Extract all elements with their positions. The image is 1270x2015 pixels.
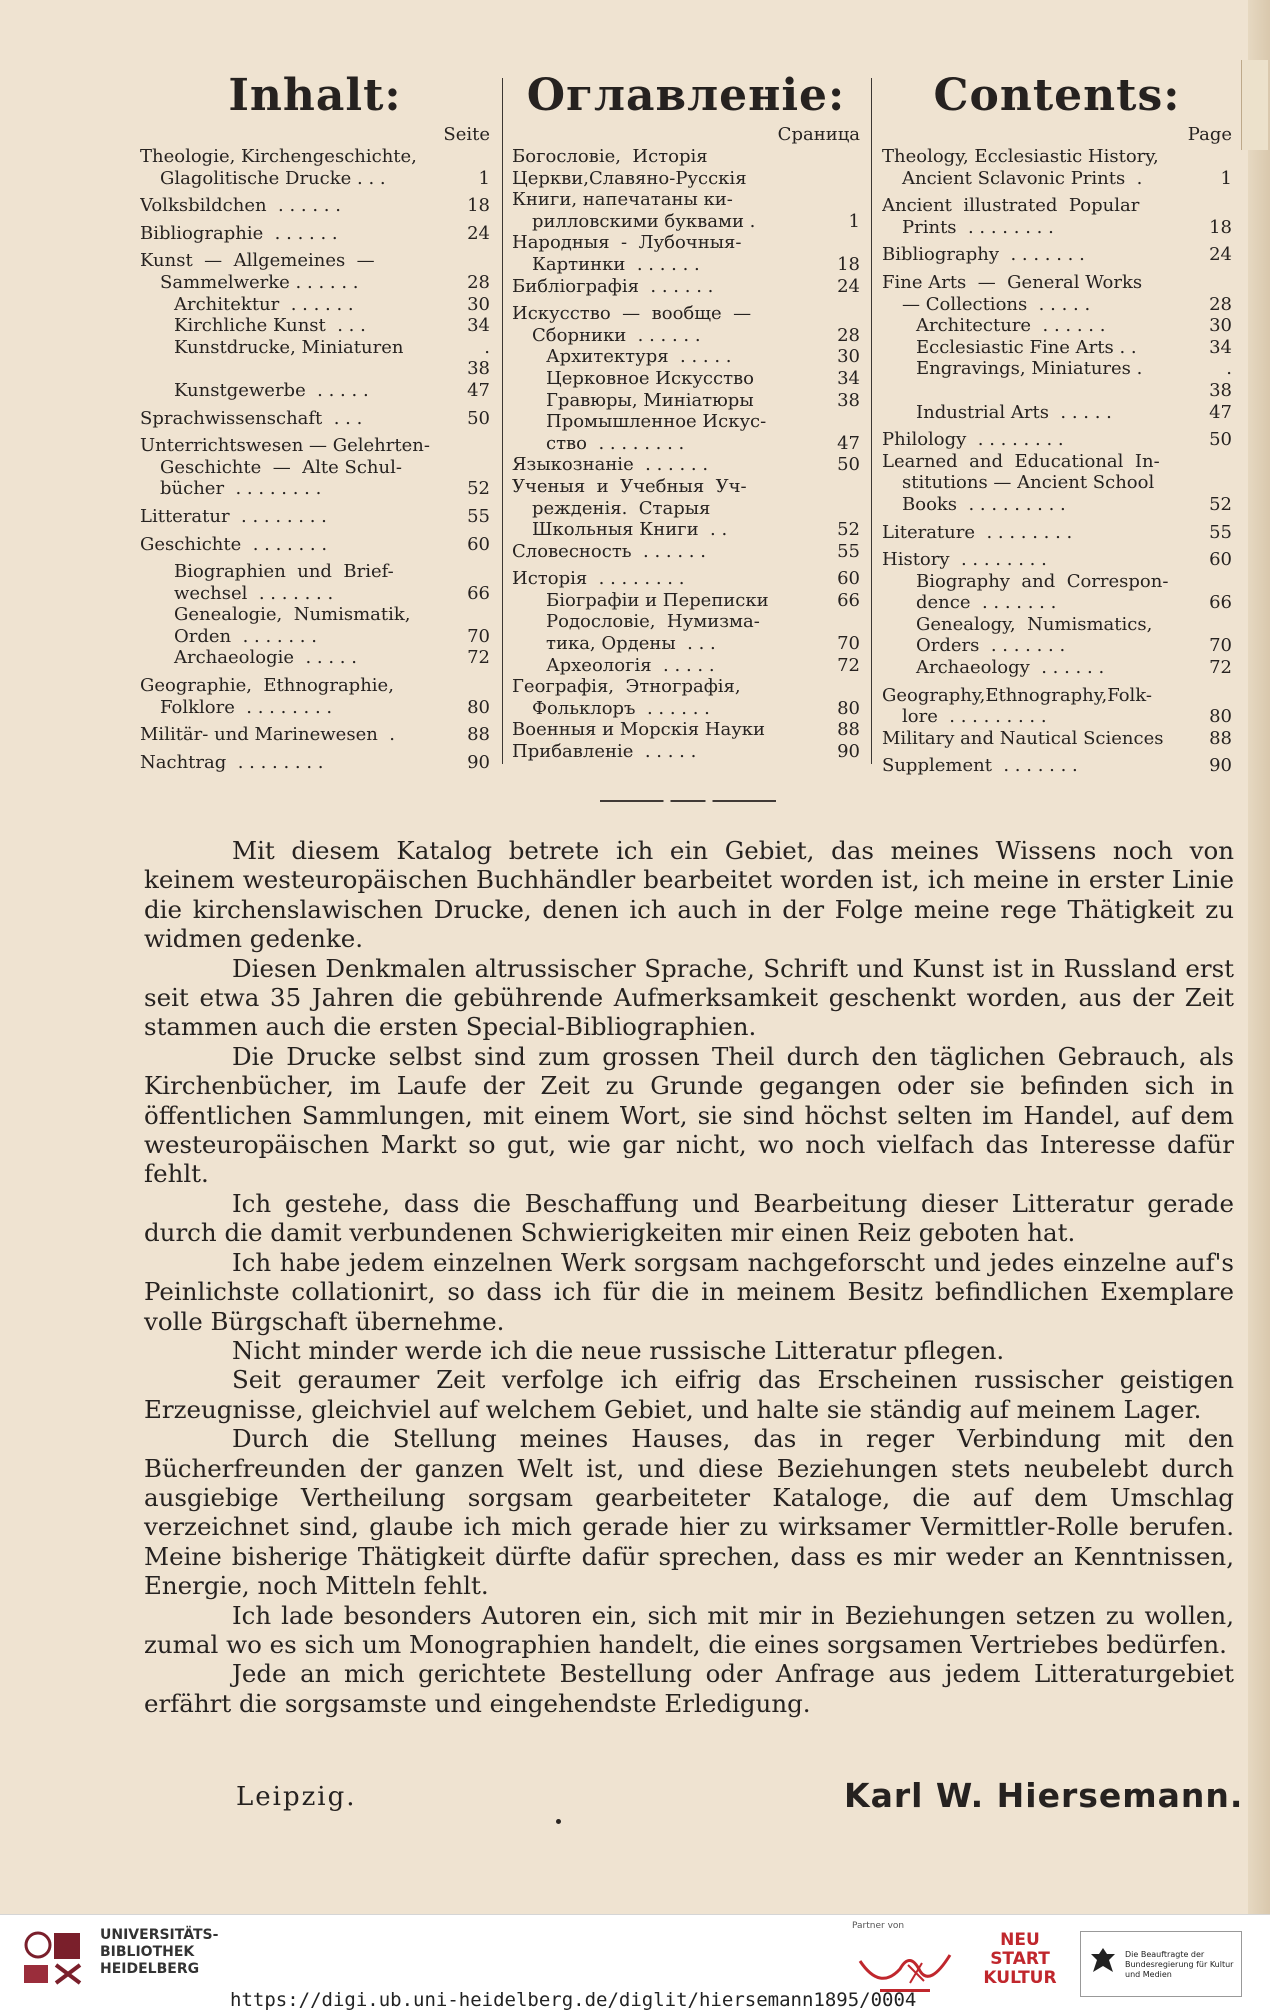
toc-entry xyxy=(512,541,860,563)
toc-entry xyxy=(882,272,1232,294)
toc-entry xyxy=(512,719,860,741)
toc-entry-label: Theologie, Kirchengeschichte, xyxy=(140,146,417,167)
toc-entry-page: 18 xyxy=(837,253,860,275)
toc-entry-page xyxy=(1204,614,1232,636)
toc-entry xyxy=(882,244,1232,266)
toc-entry-label: Прибавленіе . . . . . xyxy=(512,741,703,763)
toc-entry-page: 1 xyxy=(478,167,490,189)
toc-entry-label: Военныя и Морскія Науки xyxy=(512,719,771,741)
toc-entry-page xyxy=(832,676,860,698)
toc-entry xyxy=(512,390,860,412)
toc-entry xyxy=(512,168,860,190)
toc-entry-label: Ecclesiastic Fine Arts . . xyxy=(916,336,1143,358)
toc-entry-page: 60 xyxy=(837,568,860,590)
toc-entry-page xyxy=(462,435,490,457)
toc-entry-label: Языкознаніе . . . . . . xyxy=(512,454,714,476)
toc-entry-label: тика, Ордены . . . xyxy=(546,633,722,655)
toc-entry-label: Militär- und Marinewesen . xyxy=(140,724,401,746)
page-edge xyxy=(1248,0,1270,1914)
library-line: BIBLIOTHEK xyxy=(100,1944,195,1960)
toc-entry-label: Geschichte — Alte Schul- xyxy=(160,456,402,478)
toc-entry-page: 90 xyxy=(1209,755,1232,777)
toc-entry-page xyxy=(462,675,490,697)
toc-entry-label: Geographie, Ethnographie, xyxy=(140,675,394,697)
toc-entry-label: Books . . . . . . . . . xyxy=(902,493,1072,515)
ink-dot xyxy=(556,1819,561,1824)
toc-entry-page: 66 xyxy=(467,582,490,604)
toc-entry-page: 70 xyxy=(467,625,490,647)
toc-entry xyxy=(140,724,490,746)
neustart-word: START xyxy=(990,1949,1050,1969)
toc-entry-page xyxy=(462,604,490,626)
toc-entry-page: 52 xyxy=(1209,493,1232,515)
toc-entry-label: Philology . . . . . . . . xyxy=(882,429,1070,451)
toc-entry xyxy=(882,294,1232,316)
toc-entry-page: 72 xyxy=(837,654,860,676)
toc-entry xyxy=(512,676,860,698)
neustart-kultur-logo[interactable] xyxy=(980,1931,1060,2001)
toc-entry-page: 72 xyxy=(467,647,490,669)
toc-entry-label: Industrial Arts . . . . . xyxy=(916,401,1118,423)
toc-entry xyxy=(512,411,860,433)
toc-entry-label: Фольклоръ . . . . . . xyxy=(532,697,716,719)
toc-entry xyxy=(512,254,860,276)
toc-entry-label: dence . . . . . . . xyxy=(916,592,1063,614)
toc-entry-page: 34 xyxy=(467,315,490,337)
toc-entry xyxy=(512,276,860,298)
toc-entry xyxy=(140,626,490,648)
toc-entry xyxy=(140,223,490,245)
toc-entry-label: lore . . . . . . . . . xyxy=(902,706,1053,728)
toc-entry-label: Engravings, Miniatures . xyxy=(916,358,1149,380)
partner-label: Partner von xyxy=(852,1921,905,1931)
toc-entry-label: bücher . . . . . . . . xyxy=(160,478,328,500)
toc-entry xyxy=(882,402,1232,424)
toc-entry-page xyxy=(832,189,860,211)
toc-entry-page: 66 xyxy=(837,589,860,611)
toc-entry-label: Ученыя и Учебныя Уч- xyxy=(512,475,747,497)
toc-entry xyxy=(882,429,1232,451)
toc-entry xyxy=(512,741,860,763)
toc-entry xyxy=(512,633,860,655)
toc-entry-page xyxy=(1204,472,1232,494)
toc-entry-page: . 38 xyxy=(467,336,490,380)
toc-english-title: Contents: xyxy=(933,70,1181,121)
toc-entry xyxy=(882,592,1232,614)
toc-entry-page: 18 xyxy=(1209,216,1232,238)
toc-entry-page: 28 xyxy=(467,271,490,293)
toc-entry xyxy=(140,647,490,669)
toc-entry-page: 80 xyxy=(837,697,860,719)
toc-entry-page: 80 xyxy=(1209,706,1232,728)
column-divider xyxy=(502,78,503,764)
toc-entry xyxy=(882,522,1232,544)
preface-paragraph: Mit diesem Katalog betrete ich ein Gebiet, das meines Wissens noch von keinem westeuropäischen Buchhändler bearbeitet worden ist, ich meine in erster Linie die kirchenslawischen Drucke, denen ich auch in der Folge meine rege Thätigkeit zu widmen gedenke. xyxy=(144,836,1234,954)
column-divider xyxy=(871,78,872,764)
toc-entry-label: Volksbildchen . . . . . . xyxy=(140,195,347,217)
toc-entry xyxy=(140,604,490,626)
toc-entry-page xyxy=(462,250,490,272)
toc-entry-page xyxy=(832,498,860,520)
toc-entry xyxy=(882,755,1232,777)
toc-entry-label: Prints . . . . . . . . xyxy=(902,216,1060,238)
toc-entry xyxy=(882,614,1232,636)
toc-entry-page xyxy=(462,561,490,583)
toc-entry xyxy=(512,189,860,211)
toc-entry-page: 28 xyxy=(1209,293,1232,315)
toc-entry-label: Kunstdrucke, Miniaturen xyxy=(174,336,410,358)
toc-entry-page: 34 xyxy=(837,367,860,389)
toc-entry xyxy=(512,698,860,720)
toc-entry-page xyxy=(1204,195,1232,217)
signature-place: Leipzig. xyxy=(236,1782,357,1812)
toc-entry xyxy=(882,337,1232,359)
toc-entry xyxy=(140,583,490,605)
toc-entry xyxy=(512,146,860,168)
university-seal-icon[interactable] xyxy=(18,1925,88,1987)
toc-entry-label: Богословіе, Исторія xyxy=(512,146,708,167)
toc-entry xyxy=(512,611,860,633)
toc-entry-label: Промышленное Искус- xyxy=(546,411,767,433)
preface-paragraph: Ich lade besonders Autoren ein, sich mit mir in Beziehungen setzen zu wollen, zumal wo es sich um Monographien handelt, die eines sorgsamen Vertriebes bedürfen. xyxy=(144,1600,1234,1659)
toc-entry-page xyxy=(832,303,860,325)
toc-entry-page: 70 xyxy=(1209,635,1232,657)
toc-entry xyxy=(140,315,490,337)
toc-entry-page: 38 xyxy=(837,389,860,411)
toc-entry xyxy=(512,498,860,520)
toc-entry xyxy=(140,534,490,556)
toc-entry-label: Biography and Correspon- xyxy=(916,570,1169,592)
toc-entry-label: Библіографія . . . . . . xyxy=(512,275,720,297)
toc-entry-label: рилловскими буквами . xyxy=(532,210,762,232)
toc-entry-page: 70 xyxy=(837,633,860,655)
toc-entry xyxy=(140,168,490,190)
toc-entry-page: 55 xyxy=(837,540,860,562)
toc-entry-label: Architektur . . . . . . xyxy=(174,293,360,315)
toc-entry-page xyxy=(832,168,860,190)
toc-entry-page: 30 xyxy=(467,293,490,315)
toc-entry xyxy=(512,325,860,347)
toc-entry xyxy=(140,250,490,272)
toc-german-title: Inhalt: xyxy=(228,70,402,121)
toc-entry xyxy=(512,519,860,541)
toc-entry-page xyxy=(832,476,860,498)
bookmark-tab xyxy=(1241,60,1268,150)
toc-entry-page: 60 xyxy=(467,533,490,555)
toc-german xyxy=(140,70,490,773)
toc-entry-label: Litteratur . . . . . . . . xyxy=(140,505,333,527)
toc-entry-label: режденія. Старыя xyxy=(532,497,711,519)
toc-entry xyxy=(882,358,1232,401)
toc-entry-label: Geography,Ethnography,Folk- xyxy=(882,684,1152,706)
toc-entry-label: Theology, Ecclesiastic History, xyxy=(882,146,1159,167)
toc-entry-page xyxy=(1204,685,1232,707)
toc-entry-page xyxy=(1204,272,1232,294)
preface-paragraph: Durch die Stellung meines Hauses, das in reger Verbindung mit den Bücherfreunden der ganzen Welt ist, und diese Beziehungen stets neubelebt durch ausgiebige Vertheilung sorgsam gearbeiteter Kataloge, die auf dem Umschlag verzeichnet sind, glaube ich mich gerade hier zu wirksamer Vermittler-Rolle berufen. Meine bisherige Thätigkeit dürfte dafür sprechen, dass es mir weder an Kenntnissen, Energie, noch Mitteln fehlt. xyxy=(144,1424,1234,1601)
toc-entry-page: 1 xyxy=(1220,167,1232,189)
toc-entry xyxy=(882,168,1232,190)
toc-entry-page: 24 xyxy=(467,222,490,244)
toc-entry-label: Гравюры, Миніатюры xyxy=(546,389,760,411)
preface-paragraph: Nicht minder werde ich die neue russische Litteratur pflegen. xyxy=(232,1335,1005,1365)
toc-entry xyxy=(882,685,1232,707)
toc-entry xyxy=(882,472,1232,494)
toc-russian xyxy=(512,70,860,763)
toc-entry-label: Unterrichtswesen — Gelehrten- xyxy=(140,435,430,457)
toc-entry-page xyxy=(1204,571,1232,593)
toc-entry xyxy=(140,457,490,479)
toc-entry xyxy=(140,506,490,528)
toc-entry-label: Sprachwissenschaft . . . xyxy=(140,407,369,429)
toc-entry-page: 34 xyxy=(1209,336,1232,358)
toc-entry-label: Искусство — вообще — xyxy=(512,303,752,325)
toc-entry xyxy=(140,408,490,430)
toc-english-page-label: Page xyxy=(1187,124,1232,145)
toc-entry-page: 1 xyxy=(848,210,860,232)
toc-entry xyxy=(512,590,860,612)
toc-entry-label: — Collections . . . . . xyxy=(902,293,1096,315)
library-line: UNIVERSITÄTS- xyxy=(100,1927,219,1943)
toc-entry-label: Folklore . . . . . . . . xyxy=(160,696,338,718)
toc-entry-page: 28 xyxy=(837,324,860,346)
federal-government-logo[interactable] xyxy=(1080,1931,1242,1997)
toc-entry xyxy=(512,346,860,368)
toc-entry-label: Architecture . . . . . . xyxy=(916,315,1112,337)
toc-entry xyxy=(882,549,1232,571)
neustart-word: KULTUR xyxy=(983,1968,1057,1988)
viewer-footer xyxy=(0,1914,1270,2015)
toc-entry xyxy=(140,478,490,500)
toc-german-page-label: Seite xyxy=(443,124,490,145)
toc-entry-page xyxy=(832,611,860,633)
neustart-word: NEU xyxy=(1000,1930,1040,1950)
toc-entry-page: 30 xyxy=(1209,315,1232,337)
toc-entry-label: Kunstgewerbe . . . . . xyxy=(174,379,375,401)
toc-entry xyxy=(512,232,860,254)
preface-paragraph: Jede an mich gerichtete Bestellung oder Anfrage aus jedem Litteraturgebiet erfährt die sorgsamste und eingehendste Erledigung. xyxy=(144,1659,1234,1718)
toc-entry-label: Біографіи и Переписки xyxy=(546,589,775,611)
toc-entry-label: Kunst — Allgemeines — xyxy=(140,250,375,272)
toc-entry xyxy=(512,476,860,498)
toc-entry xyxy=(882,146,1232,168)
toc-entry xyxy=(512,368,860,390)
toc-entry-label: Родословіе, Нумизма- xyxy=(546,611,760,633)
toc-entry xyxy=(882,451,1232,473)
toc-entry-page: 80 xyxy=(467,696,490,718)
toc-entry xyxy=(140,752,490,774)
toc-entry-page: 47 xyxy=(1209,401,1232,423)
toc-entry-page: 52 xyxy=(467,478,490,500)
toc-entry-page: 30 xyxy=(837,346,860,368)
toc-entry-label: Orders . . . . . . . xyxy=(916,635,1071,657)
toc-entry xyxy=(882,657,1232,679)
toc-entry xyxy=(140,272,490,294)
toc-entry-label: Археологія . . . . . xyxy=(546,654,721,676)
toc-entry-label: wechsel . . . . . . . xyxy=(174,582,339,604)
toc-entry xyxy=(512,655,860,677)
toc-entry-label: Nachtrag . . . . . . . . xyxy=(140,751,330,773)
toc-entry-page xyxy=(462,457,490,479)
signature-name: Karl W. Hiersemann. xyxy=(844,1776,1244,1815)
toc-entry-page: 47 xyxy=(467,379,490,401)
toc-entry xyxy=(140,195,490,217)
preface-text xyxy=(144,836,1234,1718)
toc-entry-label: Archaeology . . . . . . xyxy=(916,657,1110,679)
toc-entry-page: 88 xyxy=(837,719,860,741)
toc-entry-page: . 38 xyxy=(1209,358,1232,401)
toc-entry-label: Genealogie, Numismatik, xyxy=(174,604,411,626)
toc-entry-label: Geschichte . . . . . . . xyxy=(140,533,333,555)
toc-entry-label: Military and Nautical Sciences xyxy=(882,727,1170,749)
toc-entry xyxy=(882,728,1232,750)
toc-entry-page xyxy=(832,146,860,168)
toc-entry-label: Книги, напечатаны ки- xyxy=(512,189,733,211)
toc-entry xyxy=(882,217,1232,239)
federal-government-text: Die Beauftragte der Bundesregierung für Kultur und Medien xyxy=(1125,1950,1234,1979)
toc-entry-page xyxy=(832,232,860,254)
toc-entry-label: Learned and Educational In- xyxy=(882,450,1160,472)
toc-entry-page: 50 xyxy=(1209,429,1232,451)
preface-paragraph: Seit geraumer Zeit verfolge ich eifrig das Erscheinen russischer geistigen Erzeugnisse, gleichviel auf welchem Gebiet, und halte sie ständig auf meinem Lager. xyxy=(144,1365,1234,1424)
toc-entry-page: 52 xyxy=(837,519,860,541)
ornamental-separator xyxy=(600,800,776,802)
preface-paragraph: Ich habe jedem einzelnen Werk sorgsam nachgeforscht und jedes einzelne auf's Peinlichste collationirt, so dass ich für die in meinem Besitz befindlichen Exemplare volle Bürgschaft übernehme. xyxy=(144,1247,1234,1336)
toc-entry-label: Архитектуря . . . . . xyxy=(546,346,738,368)
toc-entry-label: ство . . . . . . . . xyxy=(546,432,690,454)
toc-entry-page: 50 xyxy=(467,407,490,429)
toc-entry xyxy=(882,571,1232,593)
toc-entry-page: 66 xyxy=(1209,592,1232,614)
preface-paragraph: Die Drucke selbst sind zum grossen Theil durch den täglichen Gebrauch, als Kirchenbücher, im Laufe der Zeit zu Grunde gegangen oder sie befinden sich in öffentlichen Sammlungen, mit einem Wort, sie sind höchst selten im Handel, auf dem westeuropäischen Markt so gut, wie gar nicht, wo noch vielfach das Interesse dafür fehlt. xyxy=(144,1041,1234,1189)
toc-entry-label: Glagolitische Drucke . . . xyxy=(160,167,392,189)
library-name[interactable] xyxy=(100,1927,218,1978)
toc-entry-page: 88 xyxy=(1209,727,1232,749)
toc-entry-label: Biographien und Brief- xyxy=(174,561,394,583)
toc-entry xyxy=(140,675,490,697)
toc-german-list xyxy=(140,146,490,773)
library-line: HEIDELBERG xyxy=(100,1961,200,1977)
toc-russian-title: Оглавленiе: xyxy=(526,70,846,121)
toc-entry-page xyxy=(832,411,860,433)
toc-english xyxy=(882,70,1232,777)
toc-entry-page: 90 xyxy=(837,741,860,763)
toc-entry-label: Ancient Sclavonic Prints . xyxy=(902,167,1149,189)
toc-entry-label: Literature . . . . . . . . xyxy=(882,521,1079,543)
toc-english-list xyxy=(882,146,1232,777)
toc-entry xyxy=(512,454,860,476)
toc-entry-page: 55 xyxy=(467,505,490,527)
toc-entry-page: 90 xyxy=(467,751,490,773)
toc-entry-label: Картинки . . . . . . xyxy=(532,253,706,275)
toc-entry-label: Sammelwerke . . . . . . xyxy=(160,271,365,293)
toc-entry-label: Школьныя Книги . . xyxy=(532,519,733,541)
toc-entry-page: 88 xyxy=(467,724,490,746)
preface-paragraph: Ich gestehe, dass die Beschaffung und Bearbeitung dieser Litteratur gerade durch die damit verbundenen Schwierigkeiten mir einen Reiz geboten hat. xyxy=(144,1188,1234,1248)
toc-entry-page xyxy=(1204,451,1232,473)
preface-paragraph: Diesen Denkmalen altrussischer Sprache, Schrift und Kunst ist in Russland erst seit etwa 35 Jahren die gebührende Aufmerksamkeit geschenkt worden, aus der Zeit stammen auch die ersten Special-Bibliographien. xyxy=(144,953,1234,1042)
toc-entry xyxy=(140,337,490,380)
toc-entry-page: 47 xyxy=(837,432,860,454)
toc-entry-label: Народныя - Лубочныя- xyxy=(512,232,742,254)
toc-entry xyxy=(882,635,1232,657)
toc-entry-page: 18 xyxy=(467,195,490,217)
toc-entry-page xyxy=(462,146,490,168)
toc-entry xyxy=(140,146,490,168)
toc-entry-label: History . . . . . . . . xyxy=(882,549,1053,571)
toc-entry-label: Bibliography . . . . . . . xyxy=(882,244,1091,266)
toc-entry xyxy=(882,706,1232,728)
toc-entry-label: Orden . . . . . . . xyxy=(174,625,323,647)
toc-entry-label: Исторія . . . . . . . . xyxy=(512,568,691,590)
toc-entry-page xyxy=(1204,146,1232,168)
toc-russian-page-label: Сраница xyxy=(777,124,860,145)
toc-entry-label: Церкви,Славяно-Русскія xyxy=(512,167,747,189)
toc-russian-list xyxy=(512,146,860,763)
toc-entry-label: Archaeologie . . . . . xyxy=(174,647,363,669)
toc-entry-page: 50 xyxy=(837,454,860,476)
toc-entry-page: 60 xyxy=(1209,549,1232,571)
toc-entry xyxy=(140,697,490,719)
toc-entry-page: 72 xyxy=(1209,657,1232,679)
toc-entry-label: stitutions — Ancient School xyxy=(902,472,1155,494)
page-url-link[interactable]: https://digi.ub.uni-heidelberg.de/diglit/hiersemann1895/0004 xyxy=(230,1989,917,2011)
toc-entry-page: 55 xyxy=(1209,521,1232,543)
toc-entry xyxy=(512,211,860,233)
toc-entry-label: Ancient illustrated Popular xyxy=(882,195,1140,217)
toc-entry-label: Церковное Искусство xyxy=(546,367,760,389)
toc-entry-page: 24 xyxy=(837,275,860,297)
toc-entry xyxy=(882,494,1232,516)
toc-entry xyxy=(140,294,490,316)
toc-entry-label: Словесность . . . . . . xyxy=(512,540,712,562)
toc-entry xyxy=(140,380,490,402)
toc-entry-label: Географія, Этнографія, xyxy=(512,676,741,698)
toc-entry-page: 24 xyxy=(1209,244,1232,266)
toc-entry xyxy=(512,303,860,325)
toc-entry xyxy=(882,315,1232,337)
toc-entry xyxy=(140,561,490,583)
toc-entry xyxy=(512,433,860,455)
toc-entry xyxy=(140,435,490,457)
toc-entry xyxy=(882,195,1232,217)
toc-entry-label: Genealogy, Numismatics, xyxy=(916,613,1153,635)
toc-entry-label: Fine Arts — General Works xyxy=(882,271,1143,293)
toc-entry-label: Supplement . . . . . . . xyxy=(882,755,1084,777)
toc-entry-label: Kirchliche Kunst . . . xyxy=(174,315,372,337)
toc-entry-label: Сборники . . . . . . xyxy=(532,324,707,346)
toc-entry xyxy=(512,568,860,590)
federal-eagle-icon xyxy=(1089,1946,1117,1978)
toc-entry-label: Bibliographie . . . . . . xyxy=(140,222,344,244)
